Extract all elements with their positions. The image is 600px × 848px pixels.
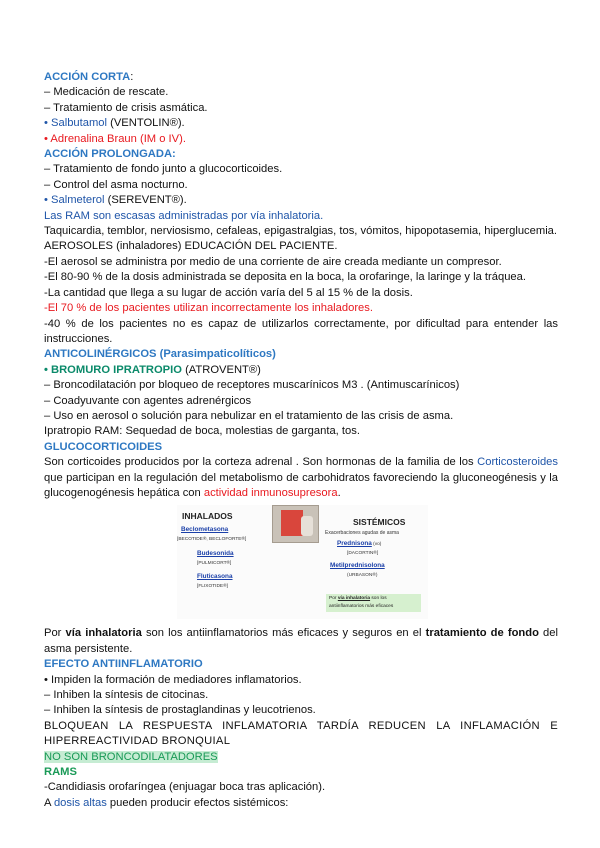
aerosol-point: -El aerosol se administra por medio de una corriente de aire creada mediante un compresor. (44, 255, 502, 268)
figure-note-box: Por vía inhalatoria son los antiinflamatorios más eficaces (326, 594, 421, 612)
ram-item: -Candidiasis orofaríngea (enjuagar boca tras aplicación). (44, 781, 326, 794)
figure-sistemicos-subtitle: Exacerbaciones agudas de asma (325, 530, 399, 537)
list-item: – Control del asma nocturno. (44, 178, 188, 191)
list-item: – Tratamiento de crisis asmática. (44, 101, 208, 114)
heading-accion-corta: ACCIÓN CORTA (44, 71, 131, 83)
aerosol-point: -40 % de los pacientes no es capaz de utilizarlos correctamente, por dificultad para entender las instrucciones. (44, 317, 558, 345)
list-item-ipratropio: • BROMURO IPRATROPIO (ATROVENT®) (44, 363, 261, 376)
list-item: – Broncodilatación por bloqueo de receptores muscarínicos M3 . (Antimuscarínicos) (44, 379, 460, 392)
aerosol-point: -El 80-90 % de la dosis administrada se deposita en la boca, la orofaringe, la laringe y la tráquea. (44, 271, 526, 284)
aerosol-point-highlight: -El 70 % de los pacientes utilizan incorrectamente los inhaladores. (44, 302, 373, 315)
list-item-adrenalina: • Adrenalina Braun (IM o IV). (44, 132, 186, 145)
heading-anticolinergicos: ANTICOLINÉRGICOS (Parasimpaticolíticos) (44, 348, 276, 361)
ram-item-dosis: A dosis altas pueden producir efectos sistémicos: (44, 796, 289, 809)
inhaler-box-shape (281, 510, 303, 536)
ram-list: Taquicardia, temblor, nerviosismo, cefaleas, epigastralgias, tos, vómitos, hipopotasemia, hiperglucemia. (44, 225, 558, 238)
inhaler-device-shape (301, 516, 313, 536)
figure-drug: Budesonida (197, 550, 234, 558)
corticoides-figure-image (177, 505, 428, 619)
heading-glucocorticoides: GLUCOCORTICOIDES (44, 440, 163, 453)
heading-efecto-antiinflamatorio: EFECTO ANTIINFLAMATORIO (44, 658, 203, 671)
figure-drug-line: Prednisona (vo) (337, 540, 382, 548)
inhaler-photo (272, 505, 319, 543)
figure-brand: [BECOTIDE®, BECLOFORTE®] (177, 537, 247, 543)
via-inhalatoria-paragraph: Por vía inhalatoria son los antiinflamatorios más eficaces y seguros en el tratamiento de fondo del asma persistente. (44, 627, 558, 655)
figure-brand: (URBASON®) (347, 573, 378, 579)
ipratropio-ram: Ipratropio RAM: Sequedad de boca, molestias de garganta, tos. (44, 425, 360, 438)
document-page (44, 70, 558, 811)
figure-brand: [DACORTIN®] (347, 551, 379, 557)
figure-drug: Fluticasona (197, 573, 233, 581)
corticoides-figure (44, 501, 558, 626)
figure-drug: Beclometasona (181, 526, 229, 534)
list-item: – Inhiben la síntesis de citocinas. (44, 689, 209, 701)
heading-rams: RAMS (44, 766, 77, 779)
list-item: – Coadyuvante con agentes adrenérgicos (44, 394, 252, 407)
figure-brand: [FLIXOTIDE®] (197, 584, 228, 590)
list-item-salmeterol: • Salmeterol (SEREVENT®). (44, 194, 187, 207)
list-item-salbutamol: • Salbutamol (VENTOLIN®). (44, 117, 185, 130)
figure-drug: Metilprednisolona (330, 562, 385, 570)
heading-accion-prolongada: ACCIÓN PROLONGADA: (44, 148, 176, 161)
no-broncodilatadores-line: NO SON BRONCODILATADORES (44, 750, 218, 763)
aerosoles-heading: AEROSOLES (inhaladores) EDUCACIÓN DEL PACIENTE. (44, 240, 338, 253)
glucocorticoides-paragraph: Son corticoides producidos por la corteza adrenal . Son hormonas de la familia de los Corticosteroides que participan en la regulación del metabolismo de carbohidratos favoreciendo la gluconeogénesis y la glucogenogénesis hepática con actividad inmunosupresora. (44, 456, 558, 499)
section-accion-corta: ACCIÓN CORTA: (44, 71, 134, 83)
figure-sistemicos-title: SISTÉMICOS (353, 517, 406, 528)
figure-brand: [PULMICORT®] (197, 561, 232, 567)
aerosol-point: -La cantidad que llega a su lugar de acción varía del 5 al 15 % de la dosis. (44, 286, 413, 299)
list-item: – Uso en aerosol o solución para nebulizar en el tratamiento de las crisis de asma. (44, 409, 454, 422)
ram-note: Las RAM son escasas administradas por vía inhalatoria. (44, 209, 324, 222)
list-item: – Inhiben la síntesis de prostaglandinas y leucotrienos. (44, 704, 316, 717)
list-item: • Impiden la formación de mediadores inflamatorios. (44, 673, 302, 686)
figure-inhalados-title: INHALADOS (182, 511, 233, 522)
list-item: – Medicación de rescate. (44, 86, 169, 99)
list-item: – Tratamiento de fondo junto a glucocorticoides. (44, 163, 283, 176)
bloquean-paragraph: BLOQUEAN LA RESPUESTA INFLAMATORIA TARDÍA REDUCEN LA INFLAMACIÓN E HIPERREACTIVIDAD BRONQUIAL (44, 719, 558, 748)
